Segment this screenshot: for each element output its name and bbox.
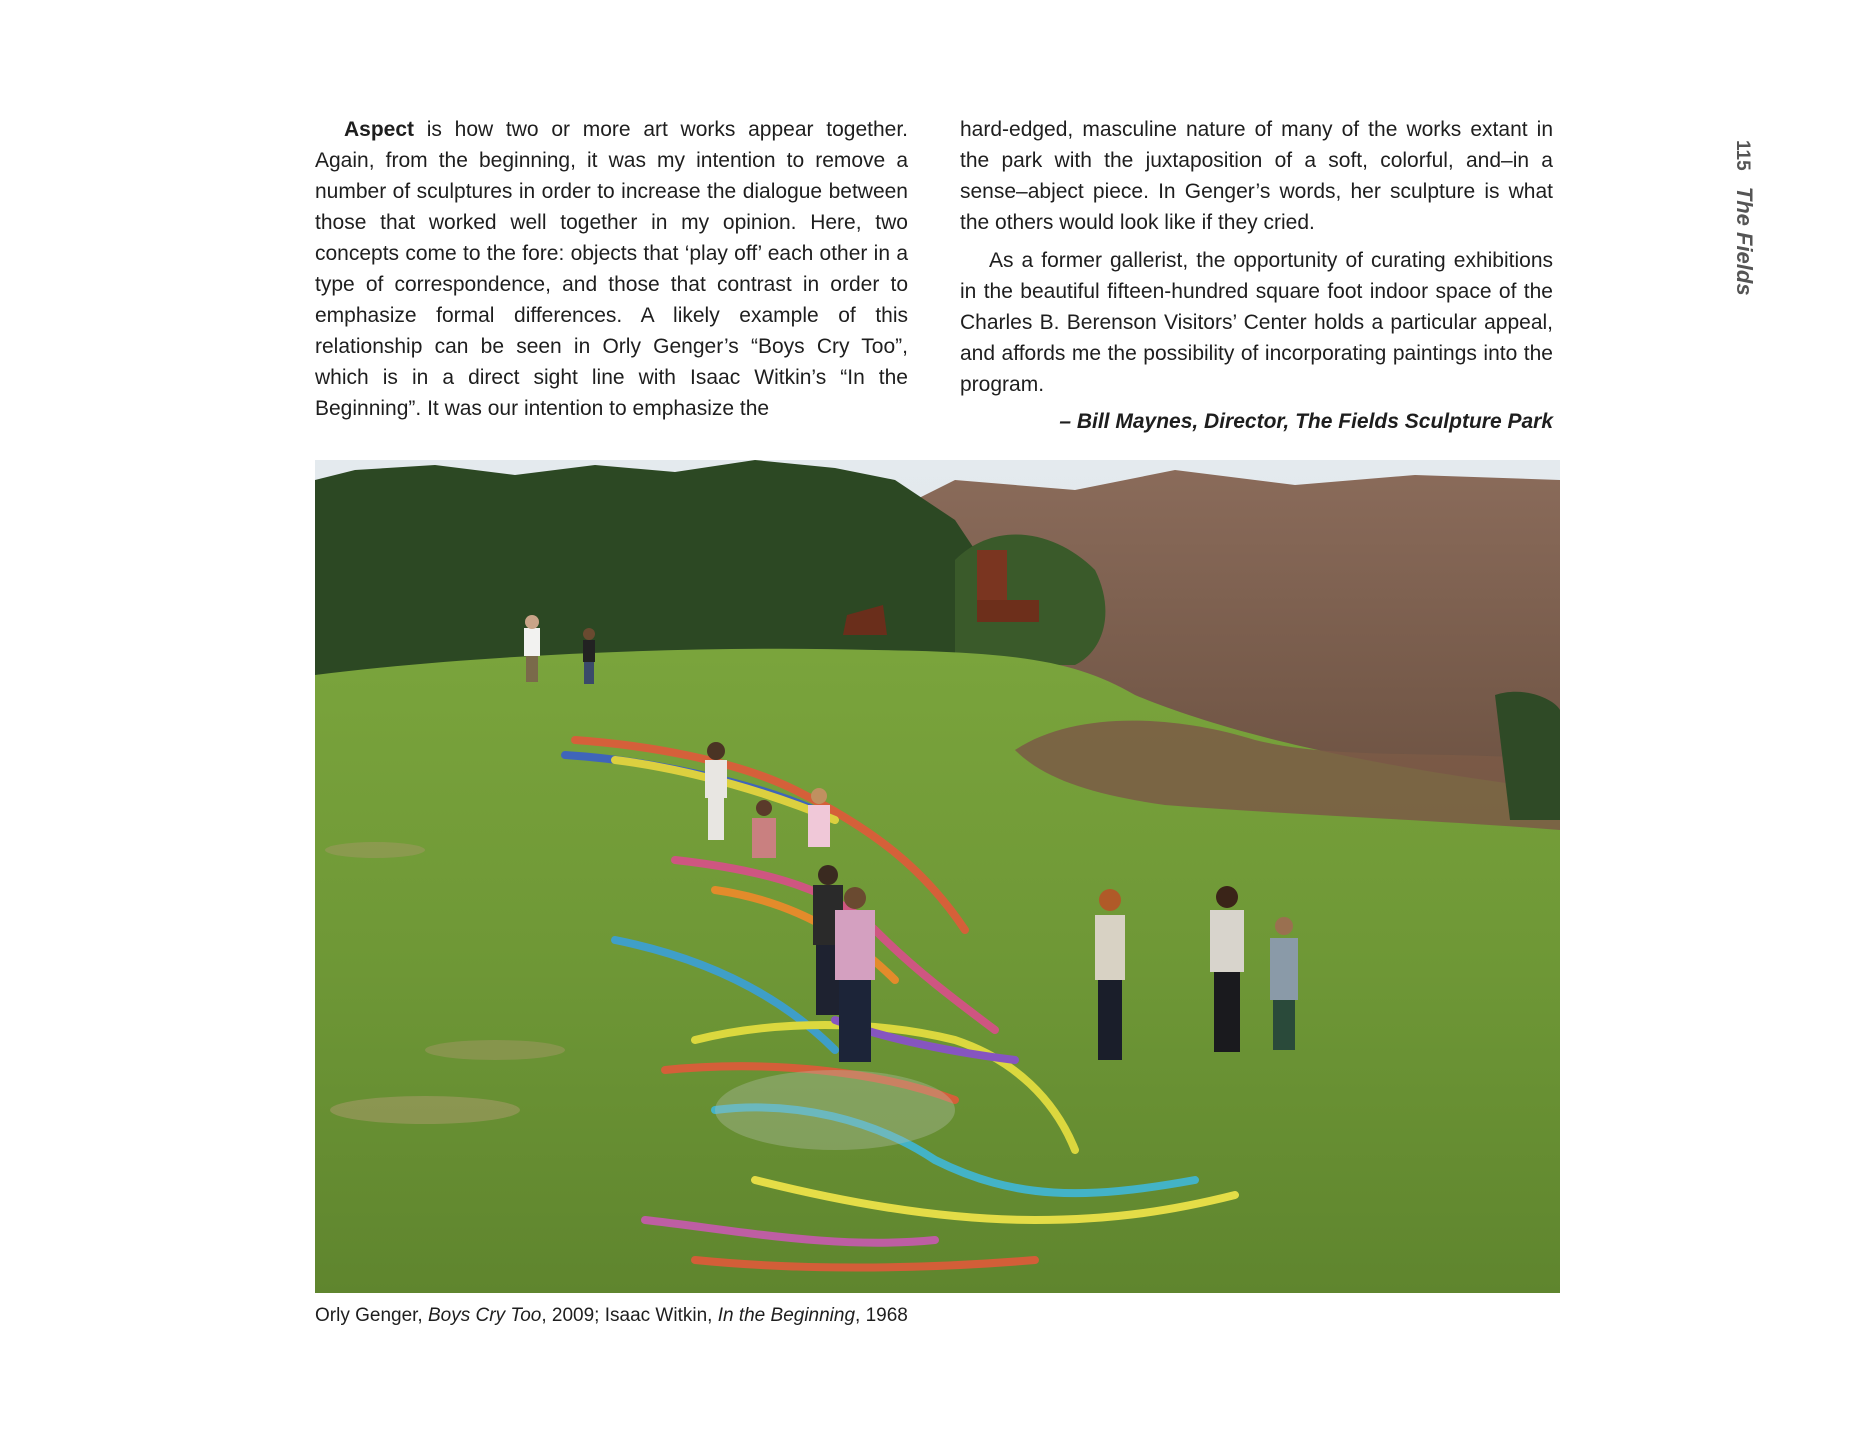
sculpture-park-photo: [315, 460, 1560, 1293]
page-number: 115: [1732, 140, 1753, 171]
left-column-text: is how two or more art works appear together. Again, from the beginning, it was my intention to remove a number of sculptures in order to increase the dialogue between those that worked well together in my opinion. Here, two concepts come to the fore: objects that ‘play off’ each other in a type of correspondence, and those that contrast in order to emphasize formal differences. A likely example of this relationship can be seen in Orly Genger’s “Boys Cry Too”, which is in a direct sight line with Isaac Witkin’s “In the Beginning”. It was our intention to emphasize the: [315, 118, 908, 420]
caption-artist-1: Orly Genger,: [315, 1305, 428, 1326]
caption-sep-1: , 2009; Isaac Witkin,: [541, 1305, 718, 1326]
right-column: [960, 114, 1553, 437]
aspect-paragraph: [315, 114, 908, 424]
photo-illustration: [315, 460, 1560, 1293]
caption-year-2: , 1968: [855, 1305, 908, 1326]
left-column: [315, 114, 908, 424]
caption-title-1: Boys Cry Too: [428, 1305, 542, 1326]
right-paragraph-2: As a former gallerist, the opportunity of curating exhibitions in the beautiful fifteen-hundred square foot indoor space of the Charles B. Berenson Visitors’ Center holds a particular appeal, and affords me the possibility of incorporating paintings into the program.: [960, 249, 1553, 396]
lead-word: Aspect: [344, 118, 415, 141]
right-paragraph-1: hard-edged, masculine nature of many of the works extant in the park with the juxtaposition of a soft, colorful, and–in a sense–abject piece. In Genger’s words, her sculpture is what the others would look like if they cried.: [960, 118, 1553, 234]
caption-title-2: In the Beginning: [717, 1305, 856, 1326]
section-title: The Fields: [1732, 186, 1757, 296]
running-head: [1727, 140, 1757, 360]
attribution: – Bill Maynes, Director, The Fields Sculpture Park: [1059, 410, 1553, 433]
photo-caption: [315, 1303, 908, 1329]
